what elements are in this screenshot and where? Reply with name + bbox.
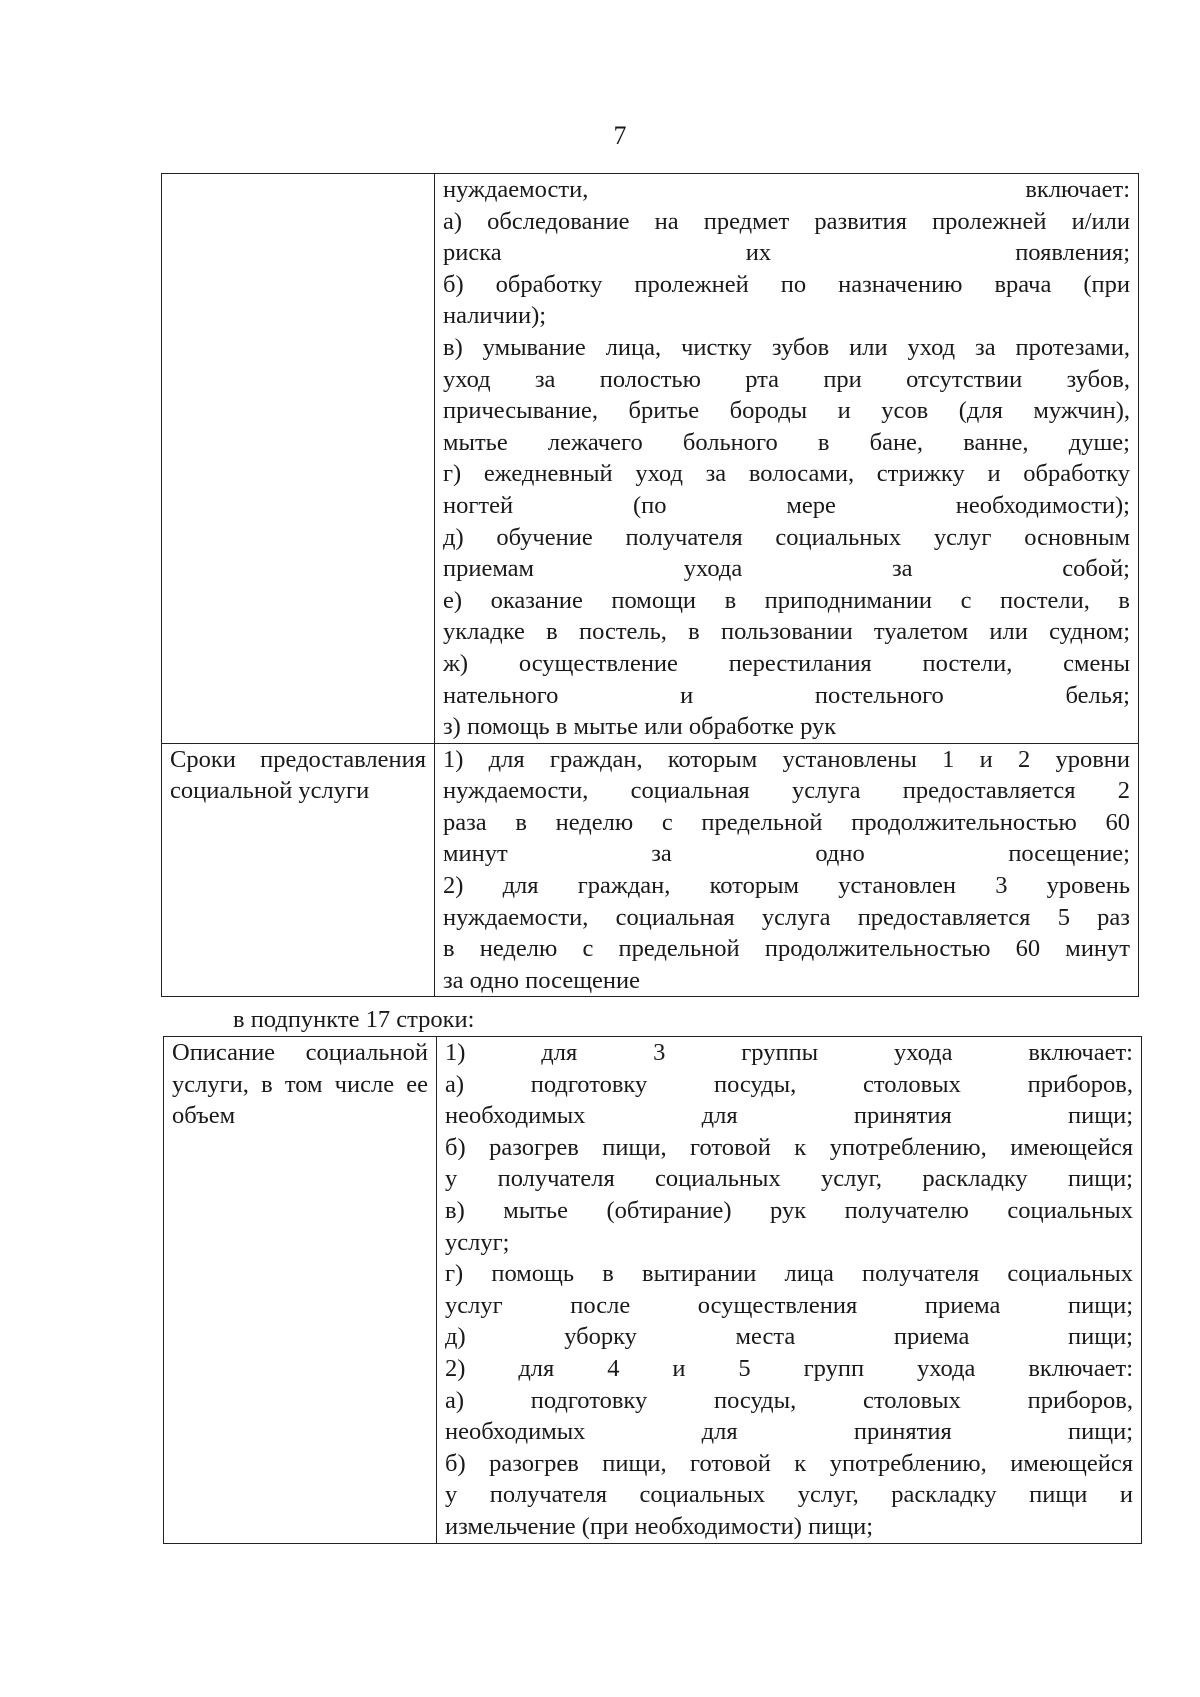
text-line: а) подготовку посуды, столовых приборов, bbox=[445, 1070, 1133, 1098]
text-line: в) мытье (обтирание) рук получателю социальных bbox=[445, 1196, 1133, 1224]
text-line: риска их появления; bbox=[443, 239, 1130, 267]
text-line: з) помощь в мытье или обработке рук bbox=[443, 713, 837, 741]
table-row bbox=[162, 743, 1139, 997]
text-line: минут за одно посещение; bbox=[443, 840, 1130, 868]
text-line: у получателя социальных услуг, раскладку пищи и bbox=[445, 1481, 1133, 1509]
service-description-cell bbox=[437, 1037, 1142, 1544]
row-label-cell bbox=[164, 1037, 437, 1544]
page-number: 7 bbox=[613, 121, 627, 150]
text-line: в) умывание лица, чистку зубов или уход за протезами, bbox=[443, 333, 1130, 361]
text-line: 1) для 3 группы ухода включает: bbox=[445, 1039, 1133, 1066]
row-label-cell bbox=[162, 743, 435, 997]
text-line: б) разогрев пищи, готовой к употреблению, имеющейся bbox=[445, 1133, 1133, 1161]
service-content-cell bbox=[435, 174, 1139, 744]
text-line: Сроки предоставления bbox=[170, 745, 426, 773]
text-line: г) помощь в вытирании лица получателя социальных bbox=[445, 1260, 1133, 1288]
text-line: уход за полостью рта при отсутствии зубов, bbox=[443, 365, 1130, 393]
text-line: необходимых для принятия пищи; bbox=[445, 1102, 1133, 1130]
table-row bbox=[164, 1037, 1142, 1544]
text-line: нуждаемости, социальная услуга предоставляется 2 bbox=[443, 777, 1130, 805]
text-line: причесывание, бритье бороды и усов (для мужчин), bbox=[443, 397, 1130, 425]
text-line: за одно посещение bbox=[443, 966, 641, 994]
text-line: нуждаемости, включает: bbox=[443, 176, 1130, 203]
text-line: б) обработку пролежней по назначению врача (при bbox=[443, 270, 1130, 298]
text-line: Описание социальной bbox=[172, 1039, 428, 1066]
text-line: 2) для 4 и 5 групп ухода включает: bbox=[445, 1354, 1133, 1382]
text-line: наличии); bbox=[443, 302, 547, 330]
service-terms-cell bbox=[435, 743, 1139, 997]
text-line: в неделю с предельной продолжительностью 60 минут bbox=[443, 935, 1130, 963]
text-line: нуждаемости, социальная услуга предоставляется 5 раз bbox=[443, 903, 1130, 931]
text-line: д) уборку места приема пищи; bbox=[445, 1323, 1133, 1351]
text-line: у получателя социальных услуг, раскладку пищи; bbox=[445, 1165, 1133, 1193]
text-line: услуг после осуществления приема пищи; bbox=[445, 1291, 1133, 1319]
text-line: объем bbox=[172, 1102, 236, 1130]
text-line: а) обследование на предмет развития пролежней и/или bbox=[443, 207, 1130, 235]
text-line: 1) для граждан, которым установлены 1 и 2 уровни bbox=[443, 745, 1130, 773]
text-line: укладке в постель, в пользовании туалетом или судном; bbox=[443, 618, 1130, 646]
services-table-continued bbox=[161, 173, 1139, 997]
text-line: б) разогрев пищи, готовой к употреблению, имеющейся bbox=[445, 1449, 1133, 1477]
table-row bbox=[162, 174, 1139, 744]
text-line: е) оказание помощи в приподнимании с постели, в bbox=[443, 586, 1130, 614]
text-line: д) обучение получателя социальных услуг основным bbox=[443, 523, 1130, 551]
text-line: нательного и постельного белья; bbox=[443, 681, 1130, 709]
text-line: 2) для граждан, которым установлен 3 уровень bbox=[443, 872, 1130, 900]
services-table-subpoint-17 bbox=[163, 1036, 1142, 1544]
text-line: социальной услуги bbox=[170, 777, 370, 805]
text-line: услуг; bbox=[445, 1228, 510, 1256]
row-label-cell bbox=[162, 174, 435, 744]
text-line: а) подготовку посуды, столовых приборов, bbox=[445, 1386, 1133, 1414]
text-line: необходимых для принятия пищи; bbox=[445, 1418, 1133, 1446]
text-line: услуги, в том числе ее bbox=[172, 1070, 428, 1098]
text-line: ж) осуществление перестилания постели, смены bbox=[443, 649, 1130, 677]
text-line: ногтей (по мере необходимости); bbox=[443, 491, 1130, 519]
text-line: раза в неделю с предельной продолжительностью 60 bbox=[443, 808, 1130, 836]
text-line: г) ежедневный уход за волосами, стрижку и обработку bbox=[443, 460, 1130, 488]
text-line: приемам ухода за собой; bbox=[443, 555, 1130, 583]
subpoint-caption: в подпункте 17 строки: bbox=[233, 1006, 475, 1033]
text-line: измельчение (при необходимости) пищи; bbox=[445, 1512, 874, 1540]
text-line: мытье лежачего больного в бане, ванне, душе; bbox=[443, 428, 1130, 456]
